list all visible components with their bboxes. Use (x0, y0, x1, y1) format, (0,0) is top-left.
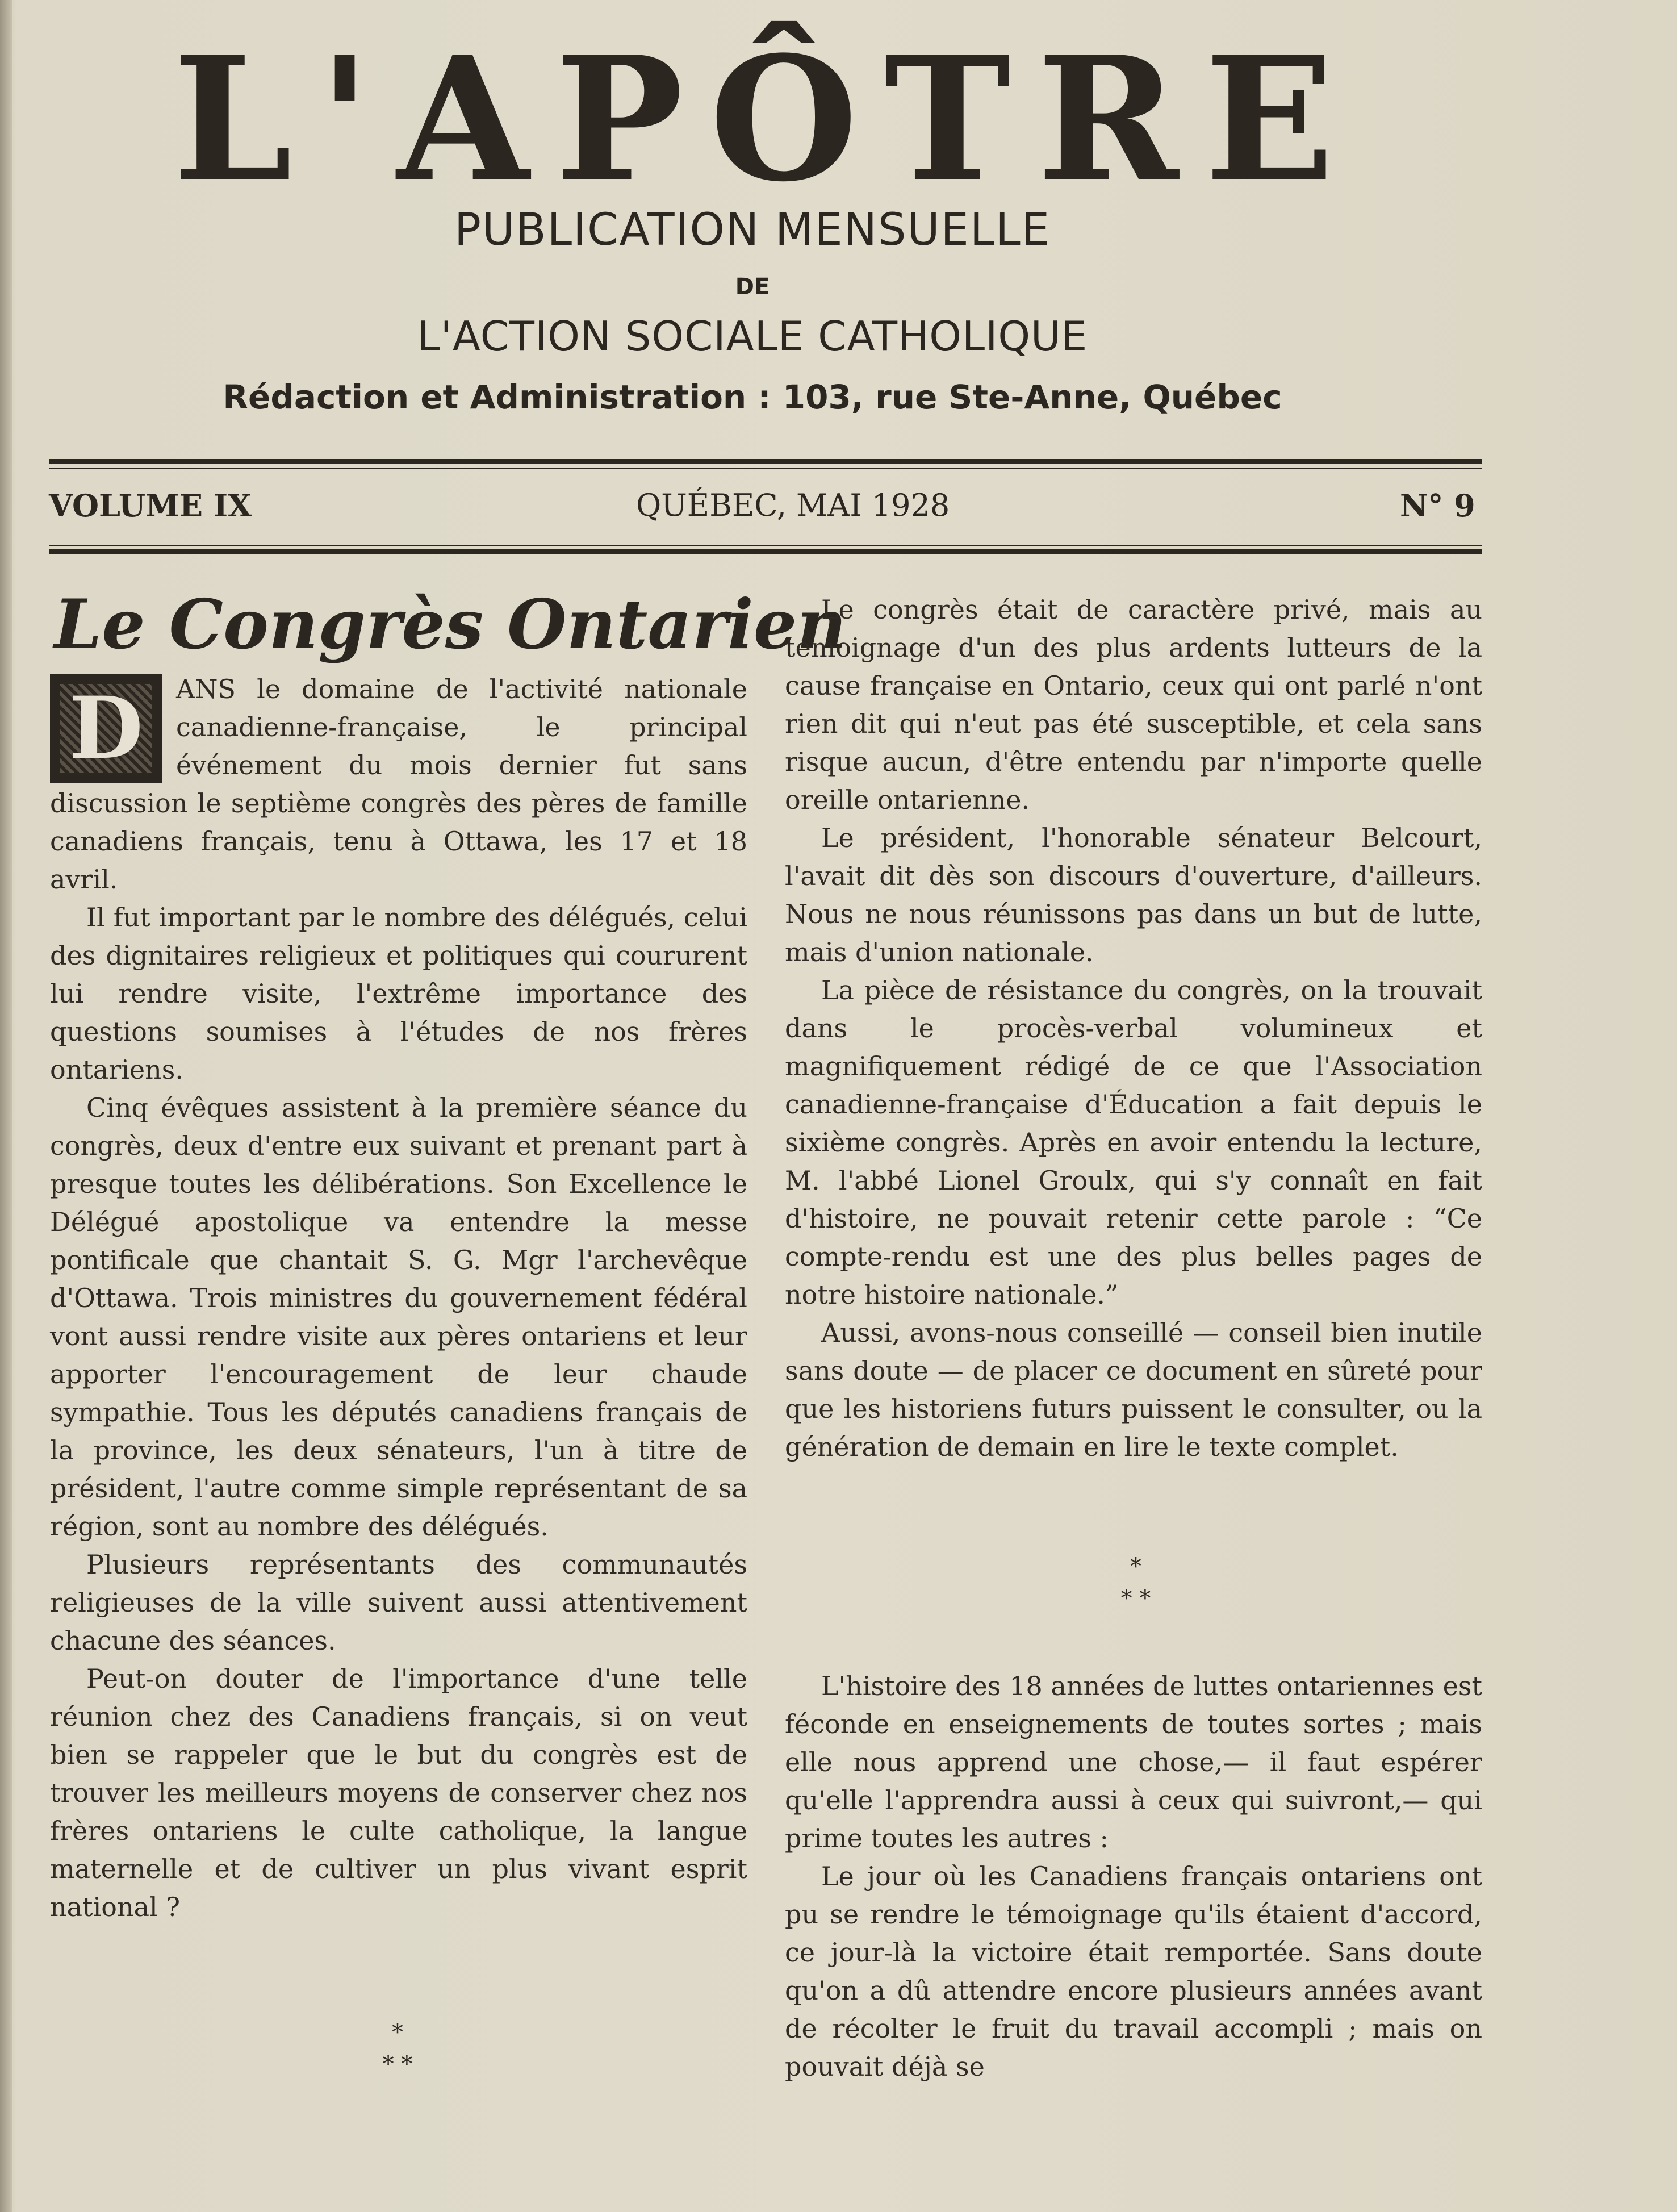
section-separator (1079, 1551, 1193, 1614)
article-paragraph: La pièce de résistance du congrès, on la trouvait dans le procès-verbal volumineux et magnifiquement rédigé de ce que l'Association canadienne-française d'Éducation a fait depuis le sixième congrès. Après en avoir entendu la lecture, M. l'abbé Lionel Groulx, qui s'y connaît en fait d'histoire, ne pouvait retenir cette parole : “Ce compte-rendu est une des plus belles pages de notre histoire nationale.” (785, 975, 1482, 1310)
article-paragraph: Peut-on douter de l'importance d'une telle réunion chez des Canadiens français, si on veut bien se rappeler que le but du congrès est de trouver les meilleurs moyens de conserver chez nos frères ontariens le culte catholique, la langue maternelle et de cultiver un plus vivant esprit national ? (50, 1663, 747, 1922)
separator-bottom: * * (382, 2051, 413, 2077)
dropcap-rest: ANS (176, 674, 236, 704)
header-rule-top (49, 459, 1482, 464)
separator-top: * (392, 2019, 403, 2046)
separator-top: * (1130, 1554, 1141, 1580)
article-column-left (50, 670, 747, 1926)
article-paragraph: Le président, l'honorable sénateur Belcourt, l'avait dit dès son discours d'ouverture, d'ailleurs. Nous ne nous réunissons pas dans un but de lutte, mais d'union nationale. (785, 823, 1482, 967)
article-paragraph: Le congrès était de caractère privé, mais au témoignage d'un des plus ardents lutteurs de la cause française en Ontario, ceux qui ont parlé n'ont rien dit qui n'eut pas été susceptible, et cela sans risque aucun, d'être entendu par n'importe quelle oreille ontarienne. (785, 594, 1482, 815)
masthead-address: Rédaction et Administration : 103, rue Ste-Anne, Québec (223, 378, 1282, 416)
article-paragraph: Il fut important par le nombre des délégués, celui des dignitaires religieux et politiques qui coururent lui rendre visite, l'extrême importance des questions soumises à l'études de nos frères ontariens. (50, 902, 747, 1085)
article-paragraph: Cinq évêques assistent à la première séance du congrès, deux d'entre eux suivant et prenant part à presque toutes les délibérations. Son Excellence le Délégué apostolique va entendre la messe pontificale que chantait S. G. Mgr l'archevêque d'Ottawa. Trois ministres du gouvernement fédéral vont aussi rendre visite aux pères ontariens et leur apporter l'encouragement de leur chaude sympathie. Tous les députés canadiens français de la province, les deux sénateurs, l'un à titre de président, l'autre comme simple représentant de sa région, sont au nombre des délégués. (50, 1092, 747, 1542)
article-paragraph: Le jour où les Canadiens français ontariens ont pu se rendre le témoignage qu'ils étaient d'accord, ce jour-là la victoire était remportée. Sans doute qu'on a dû attendre encore plusieurs années avant de récolter le fruit du travail accompli ; mais on pouvait déjà se (785, 1861, 1482, 2082)
article-paragraph (50, 670, 747, 899)
masthead-publisher: L'ACTION SOCIALE CATHOLIQUE (417, 312, 1088, 360)
issue-number: N° 9 (1400, 487, 1475, 524)
article-paragraph: Aussi, avons-nous conseillé — conseil bien inutile sans doute — de placer ce document en sûreté pour que les historiens futurs puissent le consulter, ou la génération de demain en lire le texte complet. (785, 1317, 1482, 1462)
issue-place-date: QUÉBEC, MAI 1928 (636, 487, 950, 523)
dropcap-ornament (50, 674, 162, 783)
issue-volume: VOLUME IX (49, 487, 252, 524)
article-paragraph: Plusieurs représentants des communautés religieuses de la ville suivent aussi attentivement chacune des séances. (50, 1549, 747, 1656)
header-rule-top-thin (49, 468, 1482, 469)
header-rule-bottom-thin (49, 545, 1482, 546)
dropcap-letter: D (69, 678, 144, 778)
separator-bottom: * * (1120, 1585, 1151, 1612)
masthead-de: DE (735, 274, 770, 300)
section-separator (341, 2017, 454, 2080)
article-paragraph: L'histoire des 18 années de luttes ontariennes est féconde en enseignements de toutes sortes ; mais elle nous apprend une chose,— il faut espérer qu'elle l'apprendra aussi à ceux qui suivront,— qui prime toutes les autres : (785, 1671, 1482, 1854)
masthead-subtitle: PUBLICATION MENSUELLE (454, 204, 1051, 256)
header-rule-bottom (49, 549, 1482, 554)
article-column-right (785, 591, 1482, 1466)
masthead-title: L'APÔTRE (173, 19, 1361, 219)
paragraph-text: le domaine de l'activité nationale canadienne-française, le principal événement du mois dernier fut sans discussion le septième congrès des pères de famille canadiens français, tenu à Ottawa, les 17 et 18 avril. (50, 674, 747, 895)
article-title: Le Congrès Ontarien (54, 585, 847, 665)
article-column-right-continued (785, 1667, 1482, 2086)
